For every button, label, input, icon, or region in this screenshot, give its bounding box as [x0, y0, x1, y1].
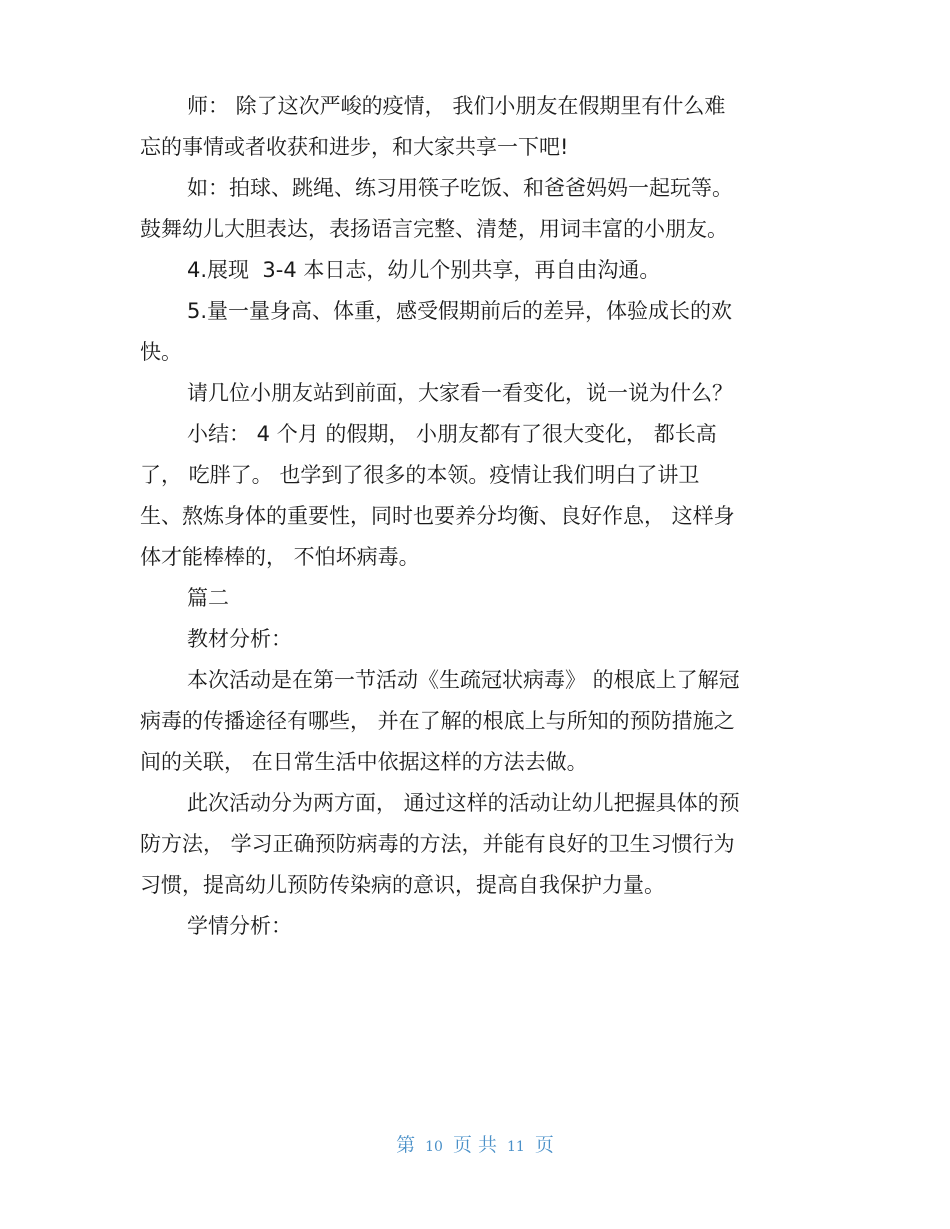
paragraph-line: 此次活动分为两方面， 通过这样的活动让幼儿把握具体的预 — [187, 791, 740, 815]
paragraph-line: 防方法， 学习正确预防病毒的方法，并能有良好的卫生习惯行为 — [140, 832, 735, 856]
paragraph-line: 体才能棒棒的， 不怕坏病毒。 — [140, 545, 420, 569]
footer-current-page: 10 — [425, 1139, 443, 1155]
paragraph-line: 4.展现 3-4 本日志，幼儿个别共享，再自由沟通。 — [187, 258, 661, 282]
paragraph-line: 小结： 4 个月 的假期， 小朋友都有了很大变化， 都长高 — [187, 422, 717, 446]
paragraph — [140, 250, 810, 291]
paragraph-line: 忘的事情或者收获和进步，和大家共享一下吧! — [140, 135, 569, 159]
footer-total-pages: 11 — [507, 1139, 525, 1155]
paragraph-line: 5.量一量身高、体重，感受假期前后的差异，体验成长的欢 — [187, 299, 733, 323]
document-body — [140, 86, 810, 947]
footer-suffix: 页 — [534, 1134, 554, 1156]
paragraph-line: 鼓舞幼儿大胆表达，表扬语言完整、清楚，用词丰富的小朋友。 — [140, 217, 728, 241]
paragraph — [140, 906, 810, 947]
paragraph-line: 教材分析： — [187, 627, 292, 651]
paragraph — [140, 578, 810, 619]
paragraph-line: 病毒的传播途径有哪些， 并在了解的根底上与所知的预防措施之 — [140, 709, 735, 733]
footer-prefix: 第 — [396, 1134, 416, 1156]
paragraph-line: 如：拍球、跳绳、练习用筷子吃饭、和爸爸妈妈一起玩等。 — [187, 176, 733, 200]
paragraph — [140, 619, 810, 660]
paragraph-line: 快。 — [140, 340, 182, 364]
paragraph-line: 学情分析： — [187, 914, 292, 938]
paragraph-line: 本次活动是在第一节活动《生疏冠状病毒》 的根底上了解冠 — [187, 668, 740, 692]
paragraph — [140, 86, 810, 168]
paragraph — [140, 414, 810, 578]
paragraph — [140, 660, 810, 783]
paragraph-line: 篇二 — [187, 586, 229, 610]
paragraph-line: 了， 吃胖了。 也学到了很多的本领。疫情让我们明白了讲卫 — [140, 463, 700, 487]
paragraph — [140, 291, 810, 373]
paragraph-line: 生、熬炼身体的重要性，同时也要养分均衡、良好作息， 这样身 — [140, 504, 735, 528]
paragraph-line: 请几位小朋友站到前面，大家看一看变化，说一说为什么？ — [187, 381, 733, 405]
paragraph-line: 间的关联， 在日常生活中依据这样的方法去做。 — [140, 750, 588, 774]
page-footer — [0, 1132, 950, 1160]
paragraph — [140, 783, 810, 906]
paragraph-line: 习惯，提高幼儿预防传染病的意识，提高自我保护力量。 — [140, 873, 665, 897]
footer-middle: 页 共 — [452, 1134, 498, 1156]
paragraph-line: 师： 除了这次严峻的疫情， 我们小朋友在假期里有什么难 — [187, 94, 726, 118]
paragraph — [140, 373, 810, 414]
paragraph — [140, 168, 810, 250]
